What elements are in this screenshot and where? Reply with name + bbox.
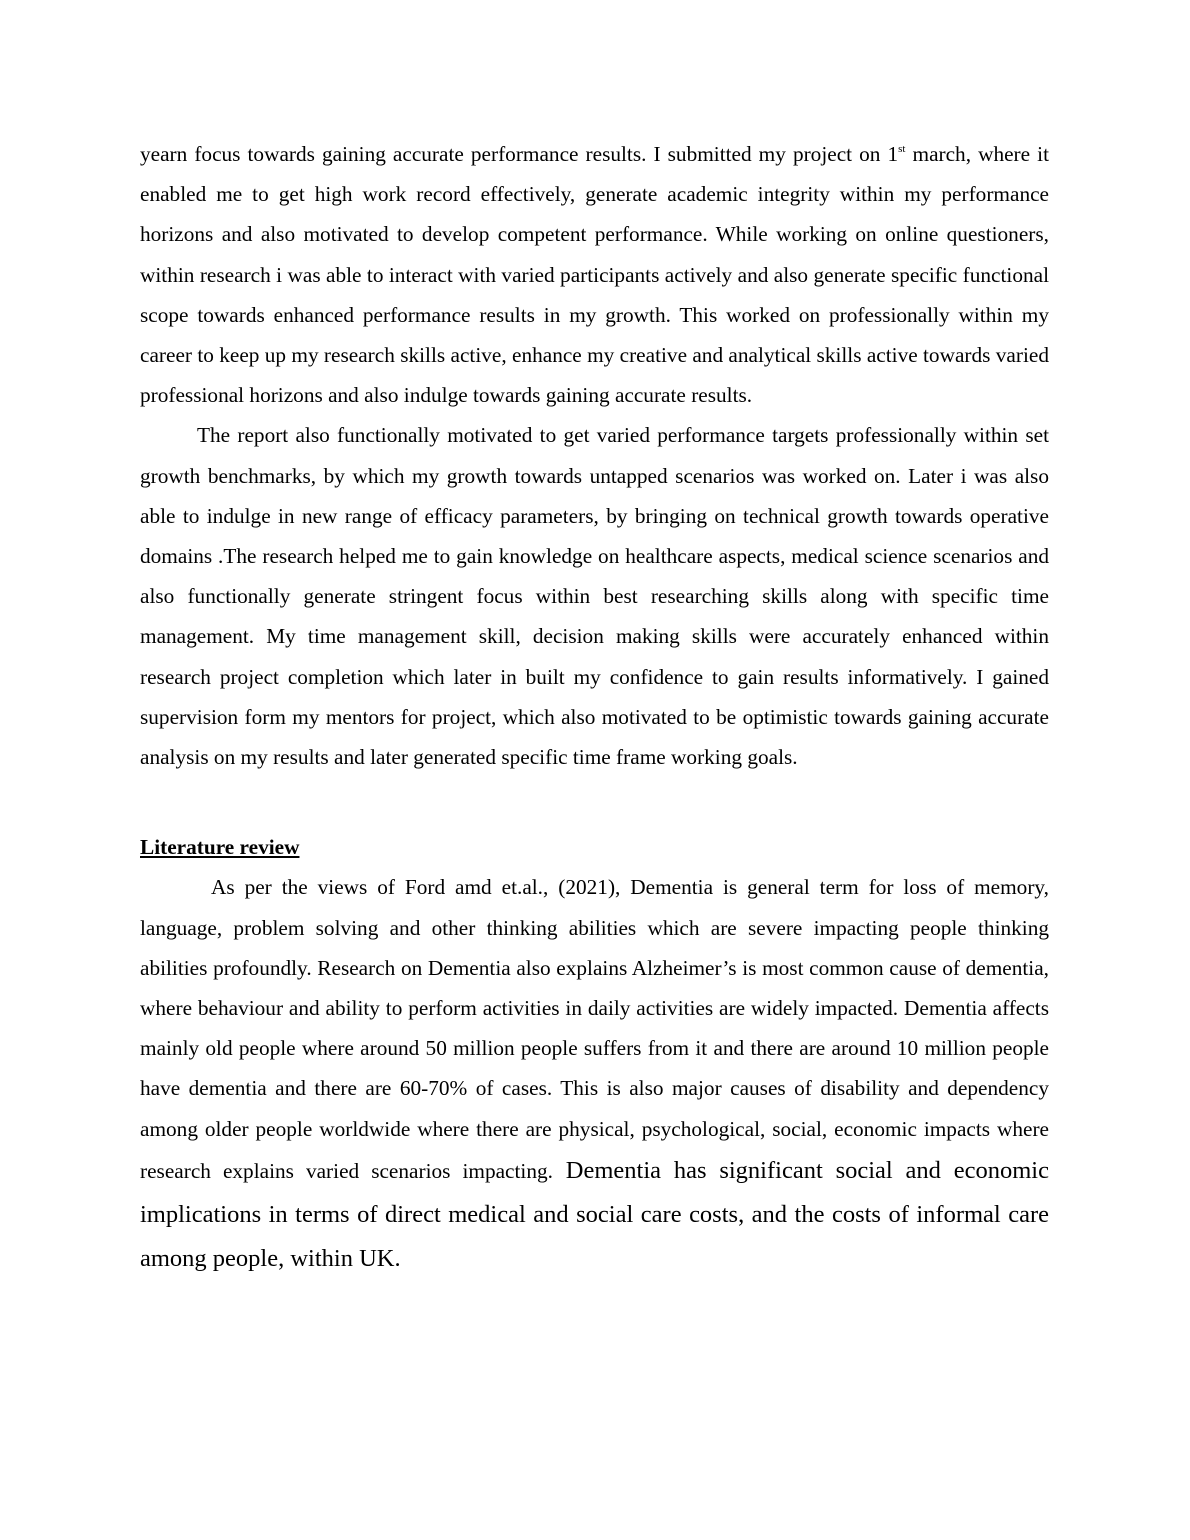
section-heading: Literature review bbox=[140, 835, 300, 860]
paragraph-2: The report also functionally motivated to get varied performance targets professionally within set growth benchmarks, by which my growth towards untapped scenarios was worked on. Later i was also able to indulge in new range of efficacy parameters, by bringing on technical growth towards operative domains .The research helped me to gain knowledge on healthcare aspects, medical science scenarios and also functionally generate stringent focus within best researching skills along with specific time management. My time management skill, decision making skills were accurately enhanced within research project completion which later in built my confidence to gain results informatively. I gained supervision form my mentors for project, which also motivated to be optimistic towards gaining accurate analysis on my results and later generated specific time frame working goals. bbox=[140, 423, 1049, 770]
ordinal-suffix: st bbox=[898, 143, 906, 155]
paragraph-1 bbox=[140, 134, 1049, 415]
paragraph-1-text-start: yearn focus towards gaining accurate performance results. I submitted my project on 1 bbox=[140, 142, 899, 166]
paragraph-3-text: As per the views of Ford amd et.al., (2021), Dementia is general term for loss of memory, language, problem solving and other thinking abilities which are severe impacting people thinking abilities profoundly. Research on Dementia also explains Alzheimer’s is most common cause of dementia, where behaviour and ability to perform activities in daily activities are widely impacted. Dementia affects mainly old people where around 50 million people suffers from it and there are around 10 million people have dementia and there are 60-70% of cases. This is also major causes of disability and dependency among older people worldwide where there are physical, psychological, social, economic impacts where research explains varied scenarios impacting. bbox=[140, 875, 1049, 1183]
paragraph-3 bbox=[140, 867, 1049, 1280]
paragraph-3-large-text: Dementia has significant social and economic implications in terms of direct medical and social care costs, and the costs of informal care among people, within UK. bbox=[140, 1156, 1049, 1272]
document-page bbox=[140, 134, 1049, 1281]
paragraph-1-text-end: march, where it enabled me to get high work record effectively, generate academic integrity within my performance horizons and also motivated to develop competent performance. While working on online questioners, within research i was able to interact with varied participants actively and also generate specific functional scope towards enhanced performance results in my growth. This worked on professionally within my career to keep up my research skills active, enhance my creative and analytical skills active towards varied professional horizons and also indulge towards gaining accurate results. bbox=[140, 142, 1049, 408]
